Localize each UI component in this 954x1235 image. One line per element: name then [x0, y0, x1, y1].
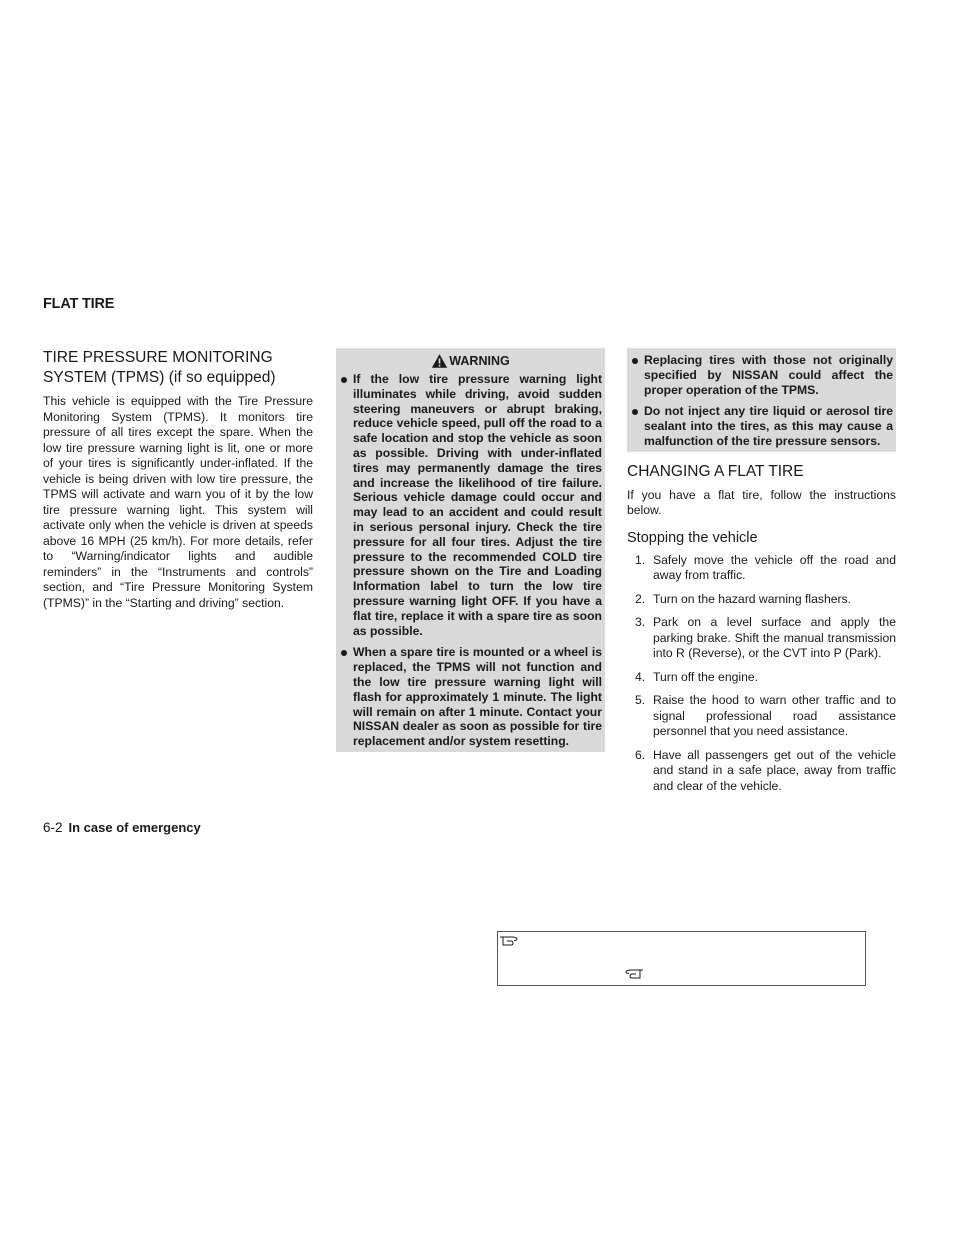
list-item: 6. Have all passengers get out of the vehicle and stand in a safe place, away from traffic and clear of the vehicle.	[635, 747, 896, 793]
list-item: 5. Raise the hood to warn other traffic and to signal professional road assistance personnel that you need assistance.	[635, 693, 896, 739]
bullet-icon	[341, 377, 347, 383]
pointing-hand-icon	[499, 934, 519, 946]
column-flat-tire	[627, 348, 896, 802]
warning-header	[339, 352, 602, 370]
tpms-heading: TIRE PRESSURE MONITORING SYSTEM (TPMS) (if so equipped)	[43, 349, 276, 386]
pointing-hand-icon	[624, 967, 644, 979]
warning-label: WARNING	[449, 354, 510, 368]
warning-continued-box	[627, 348, 896, 452]
warning-bullet	[630, 404, 893, 448]
list-item: 3. Park on a level surface and apply the parking brake. Shift the manual transmission into R (Reverse), or the CVT into P (Park).	[635, 615, 896, 661]
section-title: FLAT TIRE	[43, 296, 115, 312]
stopping-vehicle-heading: Stopping the vehicle	[627, 529, 758, 546]
warning-triangle-icon	[431, 353, 448, 369]
warning-bullet	[339, 372, 602, 638]
list-item: 1. Safely move the vehicle off the road and away from traffic.	[635, 552, 896, 583]
steps-list	[627, 553, 896, 795]
page-number: 6-2	[43, 820, 63, 835]
warning-bullet-text: If the low tire pressure warning light illuminates while driving, avoid sudden steering maneuvers or abrupt braking, reduce vehicle speed, pull off the road to a safe location and stop the vehicle as soon as possible. Driving with under-inflated tires may permanently damage the tires and increase the likelihood of tire failure. Serious vehicle damage could occur and may lead to an accident and could result in serious personal injury. Check the tire pressure for all four tires. Adjust the tire pressure to the recommended COLD tire pressure shown on the Tire and Loading Information label to turn the low tire pressure warning light OFF. If you have a flat tire, replace it with a spare tire as soon as possible.	[353, 372, 602, 638]
bullet-icon	[341, 650, 347, 656]
chapter-title: In case of emergency	[68, 820, 201, 835]
changing-intro: If you have a flat tire, follow the instructions below.	[627, 487, 896, 518]
reference-box	[497, 931, 866, 986]
tpms-paragraph: This vehicle is equipped with the Tire Pressure Monitoring System (TPMS). It monitors tire pressure of all tires except the spare. When the low tire pressure warning light is lit, one or more of your tires is significantly under-inflated. If the vehicle is being driven with low tire pressure, the TPMS will activate and warn you of it by the low tire pressure warning light. This system will activate only when the vehicle is driven at speeds above 16 MPH (25 km/h). For more details, refer to “Warning/indicator lights and audible reminders” in the “Instruments and controls” section, and “Tire Pressure Monitoring System (TPMS)” in the “Starting and driving” section.	[43, 394, 313, 610]
bullet-icon	[632, 409, 638, 415]
warning-bullet-text: Do not inject any tire liquid or aerosol tire sealant into the tires, as this may cause a malfunction of the tire pressure sensors.	[644, 404, 893, 448]
warning-bullet	[339, 645, 602, 749]
warning-bullet-text: Replacing tires with those not originally specified by NISSAN could affect the proper operation of the TPMS.	[644, 353, 893, 397]
warning-bullet-text: When a spare tire is mounted or a wheel is replaced, the TPMS will not function and the low tire pressure warning light will flash for approximately 1 minute. The light will remain on after 1 minute. Contact your NISSAN dealer as soon as possible for tire replacement and/or system resetting.	[353, 645, 602, 749]
list-item: 2. Turn on the hazard warning flashers.	[635, 591, 852, 606]
changing-flat-tire-heading: CHANGING A FLAT TIRE	[627, 462, 804, 480]
list-item: 4. Turn off the engine.	[635, 669, 759, 684]
warning-bullet	[630, 353, 893, 397]
bullet-icon	[632, 358, 638, 364]
page-footer	[43, 820, 201, 835]
column-intro	[43, 348, 313, 611]
warning-box	[336, 348, 605, 752]
